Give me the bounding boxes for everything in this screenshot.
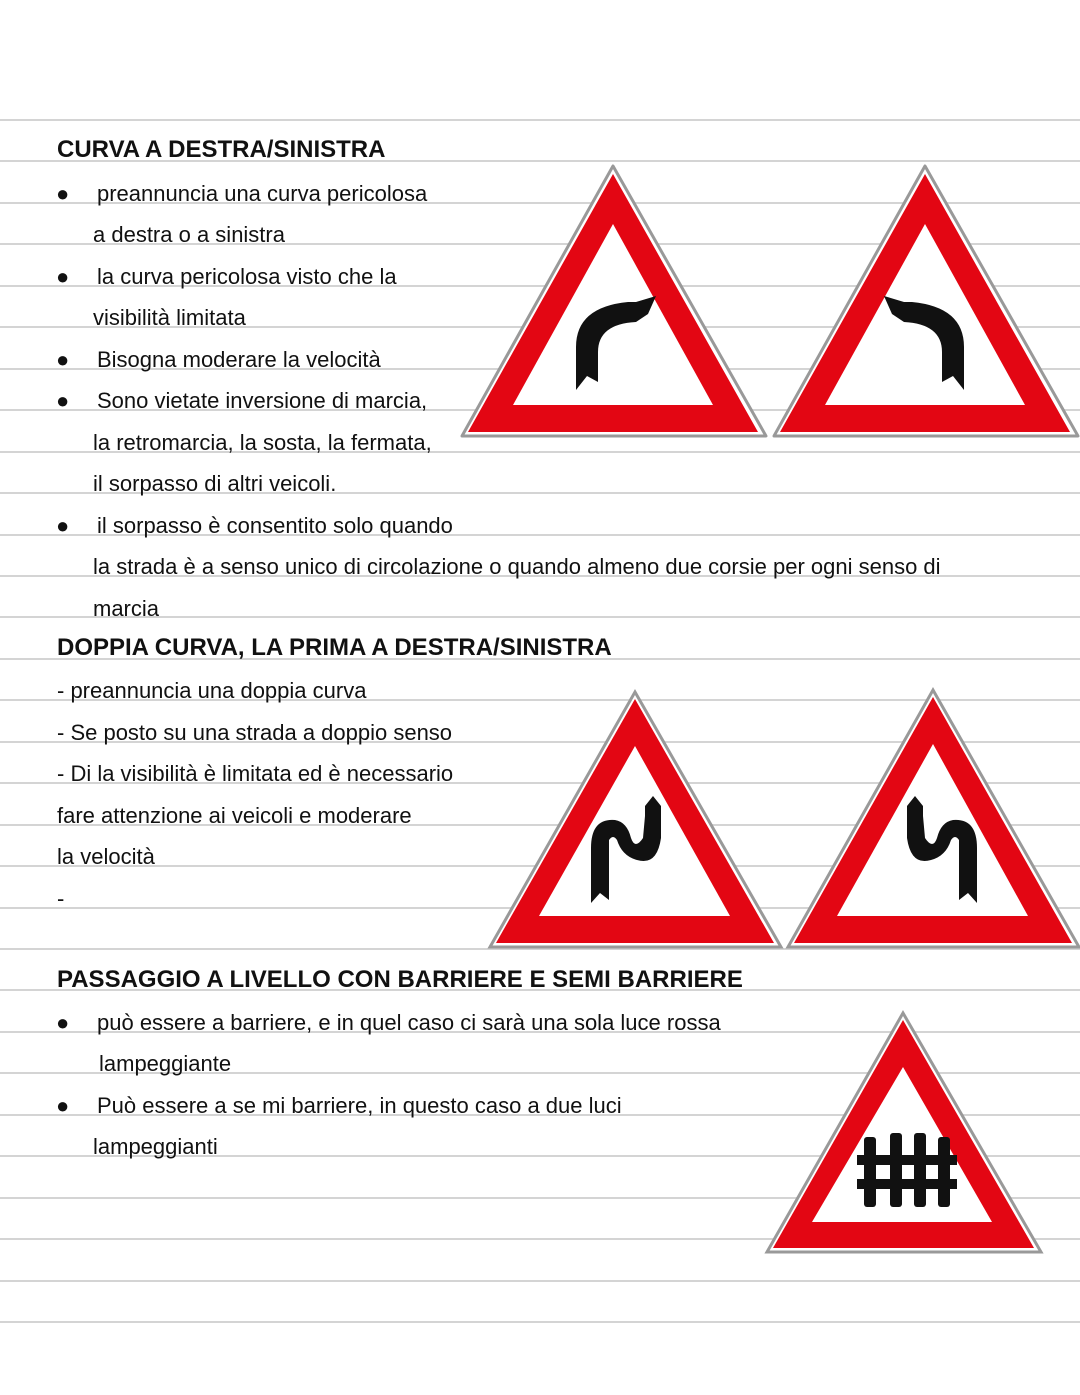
ruled-line	[0, 1280, 1080, 1282]
ruled-line	[0, 119, 1080, 121]
text-line: la velocità	[57, 844, 155, 869]
text-line: visibilità limitata	[93, 305, 246, 330]
text-line: la curva pericolosa visto che la	[97, 264, 397, 289]
double-curve-left-sign	[785, 686, 1080, 952]
ruled-line	[0, 1321, 1080, 1323]
text-line: la strada è a senso unico di circolazione o quando almeno due corsie per ogni senso di	[93, 554, 941, 579]
text-line: a destra o a sinistra	[93, 222, 285, 247]
text-line: fare attenzione ai veicoli e moderare	[57, 803, 412, 828]
bullet: ●	[56, 181, 70, 206]
text-line: lampeggianti	[93, 1134, 218, 1159]
bullet: ●	[56, 264, 70, 289]
text-line: il sorpasso di altri veicoli.	[93, 471, 337, 496]
curve-right-sign	[458, 162, 770, 442]
text-line: - preannuncia una doppia curva	[57, 678, 367, 703]
text-line: Sono vietate inversione di marcia,	[97, 388, 428, 413]
text-line: Può essere a se mi barriere, in questo caso a due luci	[97, 1093, 622, 1118]
bullet: ●	[56, 513, 70, 538]
bullet: ●	[56, 1010, 70, 1035]
text-line: - Di la visibilità è limitata ed è necessario	[57, 761, 454, 786]
text-line: la retromarcia, la sosta, la fermata,	[93, 430, 432, 455]
bullet: ●	[56, 388, 70, 413]
text-line: - Se posto su una strada a doppio senso	[57, 720, 453, 745]
text-line: -	[57, 886, 65, 911]
text-line: marcia	[93, 596, 160, 621]
double-curve-right-sign	[487, 688, 785, 952]
bullet: ●	[56, 347, 70, 372]
ruled-line	[0, 616, 1080, 618]
text-line: il sorpasso è consentito solo quando	[97, 513, 453, 538]
bullet: ●	[56, 1093, 70, 1118]
section-title-passaggio-livello: PASSAGGIO A LIVELLO CON BARRIERE E SEMI BARRIERE	[57, 966, 743, 993]
curve-left-sign	[770, 162, 1080, 442]
text-line: Bisogna moderare la velocità	[97, 347, 381, 372]
text-line: lampeggiante	[99, 1051, 232, 1076]
section-title-doppia-curva: DOPPIA CURVA, LA PRIMA A DESTRA/SINISTRA	[57, 634, 612, 661]
text-line: preannuncia una curva pericolosa	[97, 181, 428, 206]
section-title-curva: CURVA A DESTRA/SINISTRA	[57, 136, 386, 163]
level-crossing-sign	[764, 1009, 1046, 1257]
text-line: può essere a barriere, e in quel caso ci sarà una sola luce rossa	[97, 1010, 721, 1035]
